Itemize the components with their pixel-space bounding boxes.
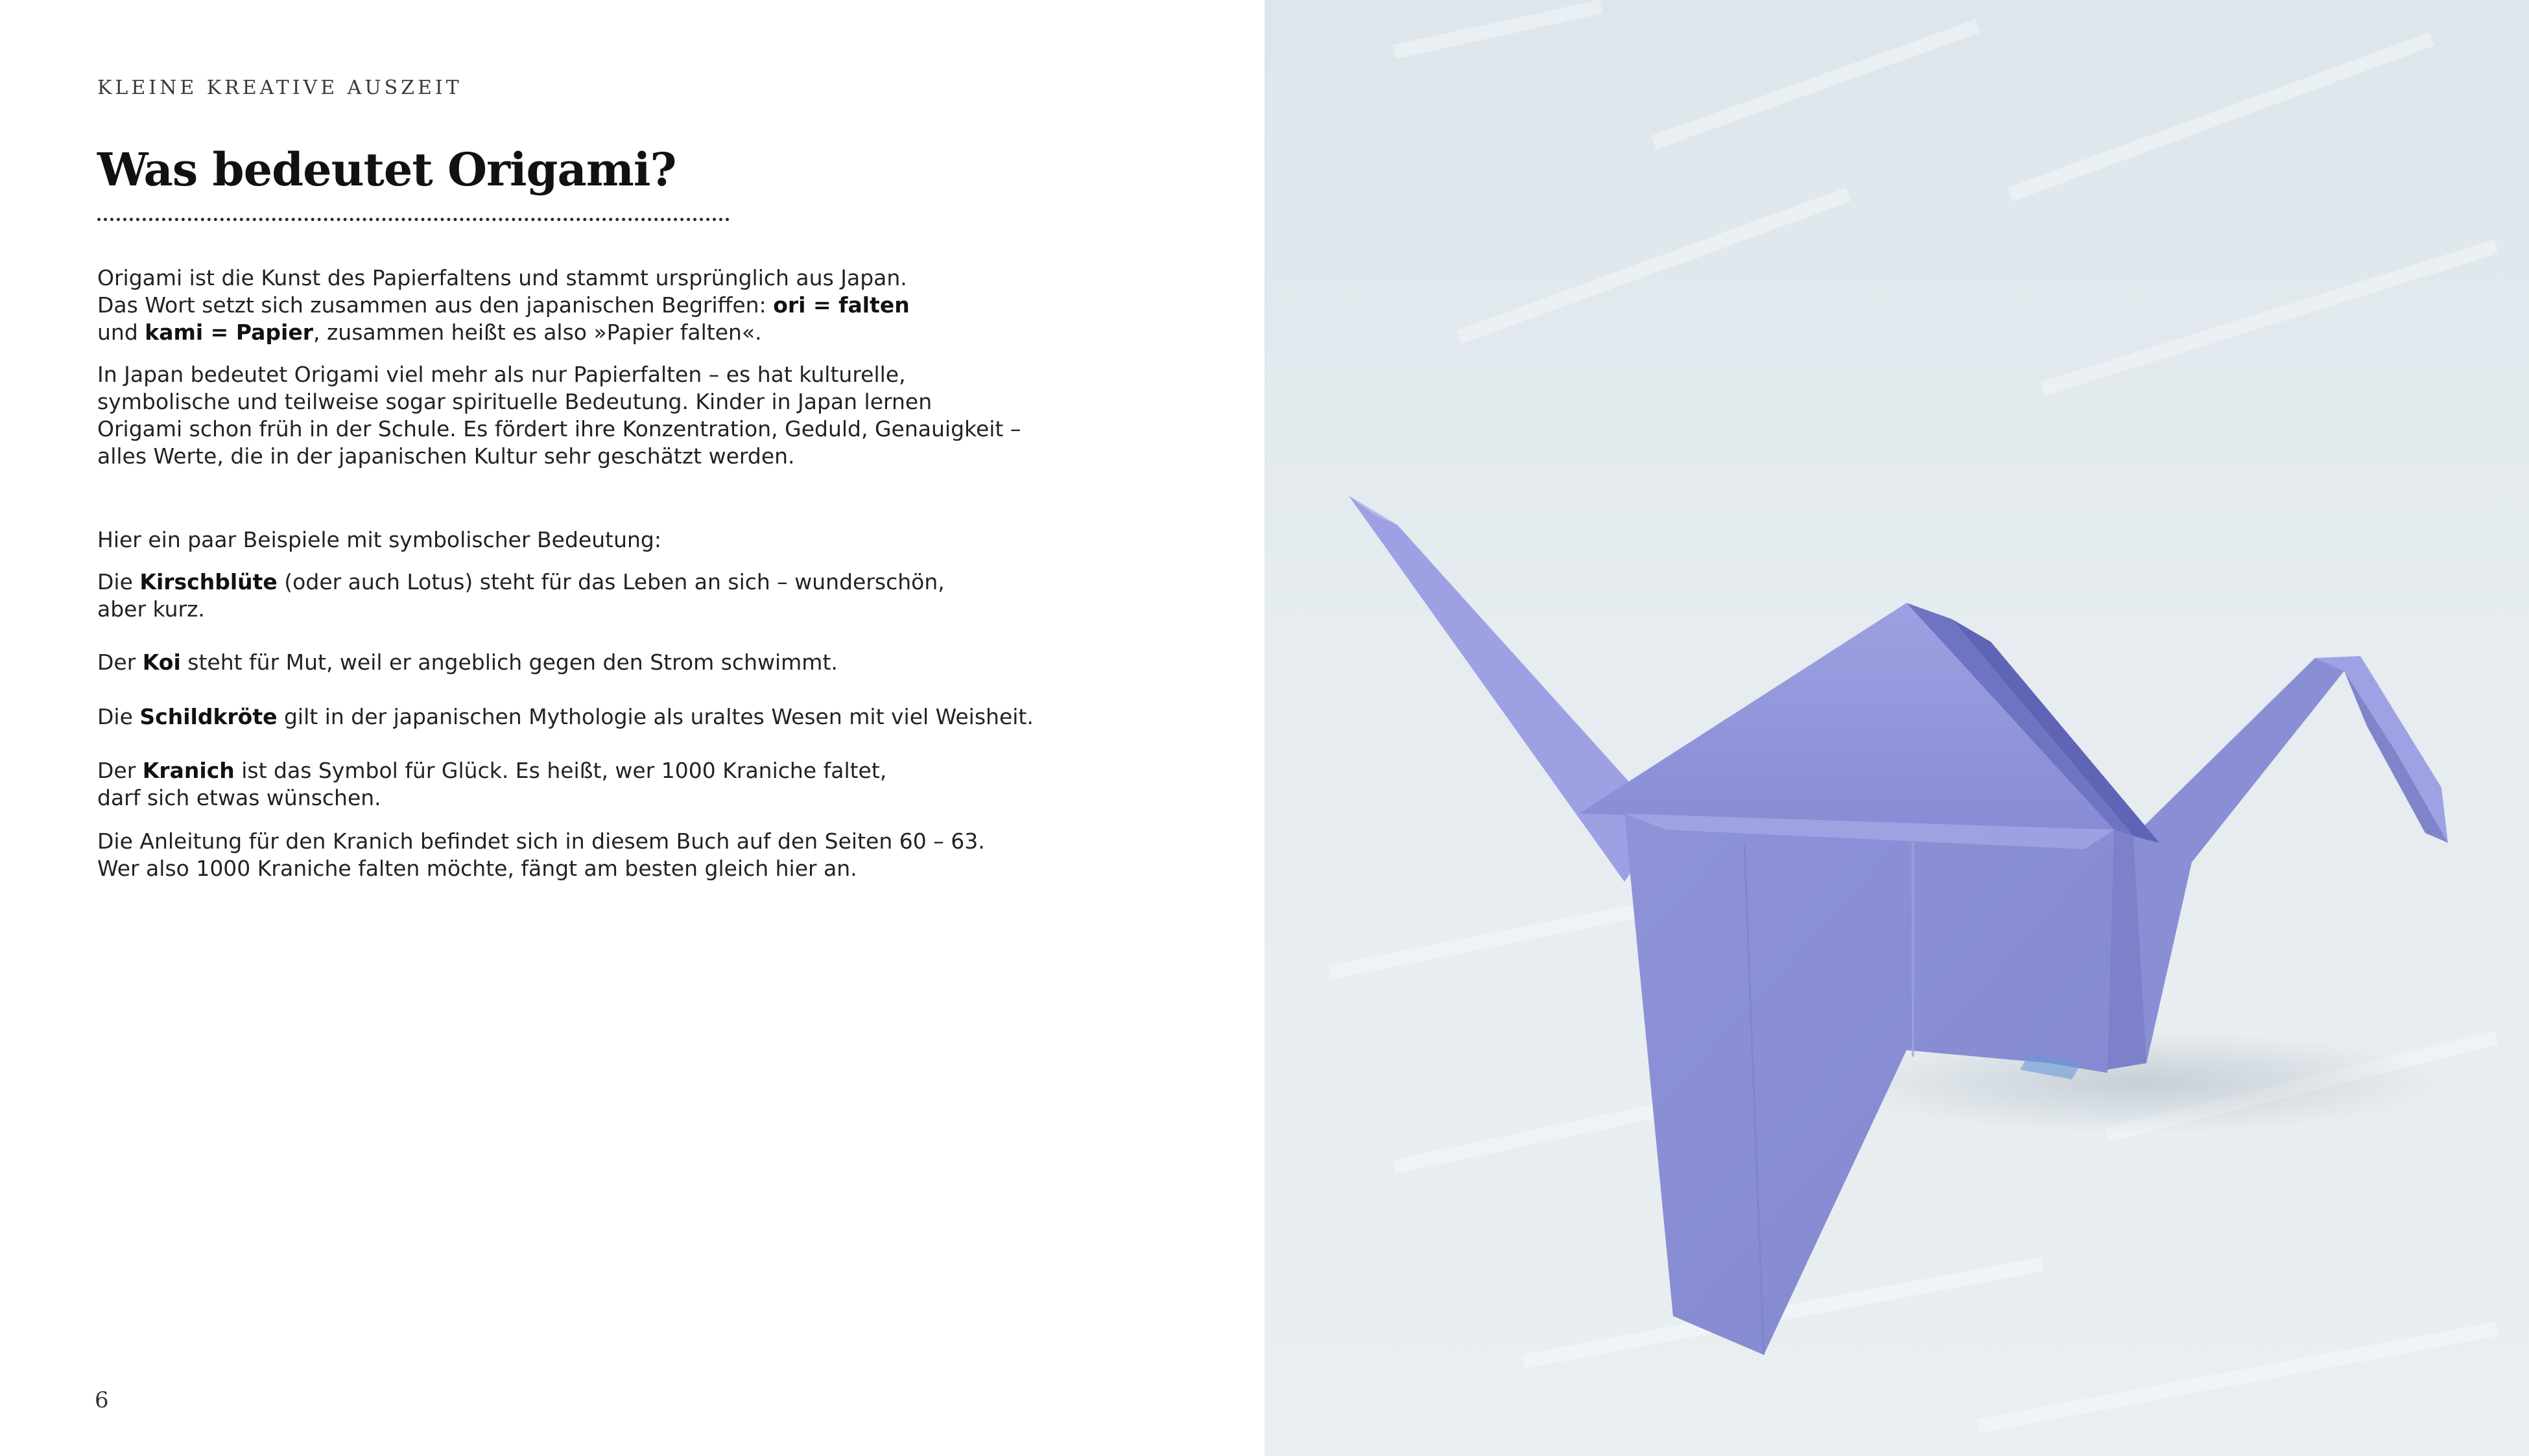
text-run: , zusammen heißt es also »Papier falten«. (313, 320, 762, 345)
paragraph-anleitung (97, 828, 1070, 882)
text-run: Die (97, 704, 140, 729)
paragraph-intro (97, 526, 1070, 554)
text-run: Die (97, 569, 140, 594)
page-title: Was bedeutet Origami? (97, 143, 676, 196)
text-run: ist das Symbol für Glück. Es heißt, wer 1000 Kraniche faltet, (234, 758, 887, 783)
text-line: symbolische und teilweise sogar spirituelle Bedeutung. Kinder in Japan lernen (97, 389, 932, 414)
text-run: Der (97, 650, 143, 675)
term-schildkroete: Schildkröte (139, 704, 278, 729)
dotted-divider (97, 218, 730, 221)
text-run: Das Wort setzt sich zusammen aus den japanischen Begriffen: (97, 292, 774, 318)
text-line: Hier ein paar Beispiele mit symbolischer Bedeutung: (97, 527, 661, 552)
text-run: (oder auch Lotus) steht für das Leben an sich – wunderschön, (277, 569, 945, 594)
example-kranich (97, 757, 1070, 812)
left-page (0, 0, 1264, 1456)
photo-origami-crane (1264, 0, 2529, 1456)
example-schildkroete (97, 703, 1070, 731)
text-line: Origami schon früh in der Schule. Es fördert ihre Konzentration, Geduld, Genauigkeit – (97, 416, 1021, 441)
paragraph-meaning (97, 361, 1070, 470)
example-koi (97, 649, 1070, 676)
crane-illustration (1264, 0, 2529, 1456)
term-ori: ori = falten (773, 292, 910, 318)
text-line: Wer also 1000 Kraniche falten möchte, fängt am besten gleich hier an. (97, 856, 857, 881)
text-run: gilt in der japanischen Mythologie als uraltes Wesen mit viel Weisheit. (277, 704, 1034, 729)
term-kirschbluete: Kirschblüte (139, 569, 278, 594)
term-kranich: Kranich (142, 758, 235, 783)
text-line: aber kurz. (97, 596, 205, 622)
text-line: darf sich etwas wünschen. (97, 785, 381, 810)
page-number: 6 (95, 1387, 109, 1413)
text-line (97, 292, 1070, 319)
text-line: Origami ist die Kunst des Papierfaltens und stammt ursprünglich aus Japan. (97, 265, 907, 290)
example-kirschbluete (97, 569, 1070, 623)
text-line: alles Werte, die in der japanischen Kultur sehr geschätzt werden. (97, 443, 795, 469)
text-line (97, 703, 1070, 731)
paragraph-definition (97, 264, 1070, 346)
text-line: Die Anleitung für den Kranich befindet sich in diesem Buch auf den Seiten 60 – 63. (97, 828, 985, 854)
text-run: steht für Mut, weil er angeblich gegen den Strom schwimmt. (180, 650, 838, 675)
text-line (97, 757, 1070, 784)
text-line (97, 569, 1070, 596)
term-koi: Koi (142, 650, 181, 675)
text-run: und (97, 320, 145, 345)
text-line (97, 649, 1070, 676)
text-run: Der (97, 758, 143, 783)
text-line: In Japan bedeutet Origami viel mehr als nur Papierfalten – es hat kulturelle, (97, 362, 906, 387)
section-kicker: KLEINE KREATIVE AUSZEIT (97, 76, 462, 99)
term-kami: kami = Papier (145, 320, 313, 345)
text-line (97, 319, 1070, 346)
